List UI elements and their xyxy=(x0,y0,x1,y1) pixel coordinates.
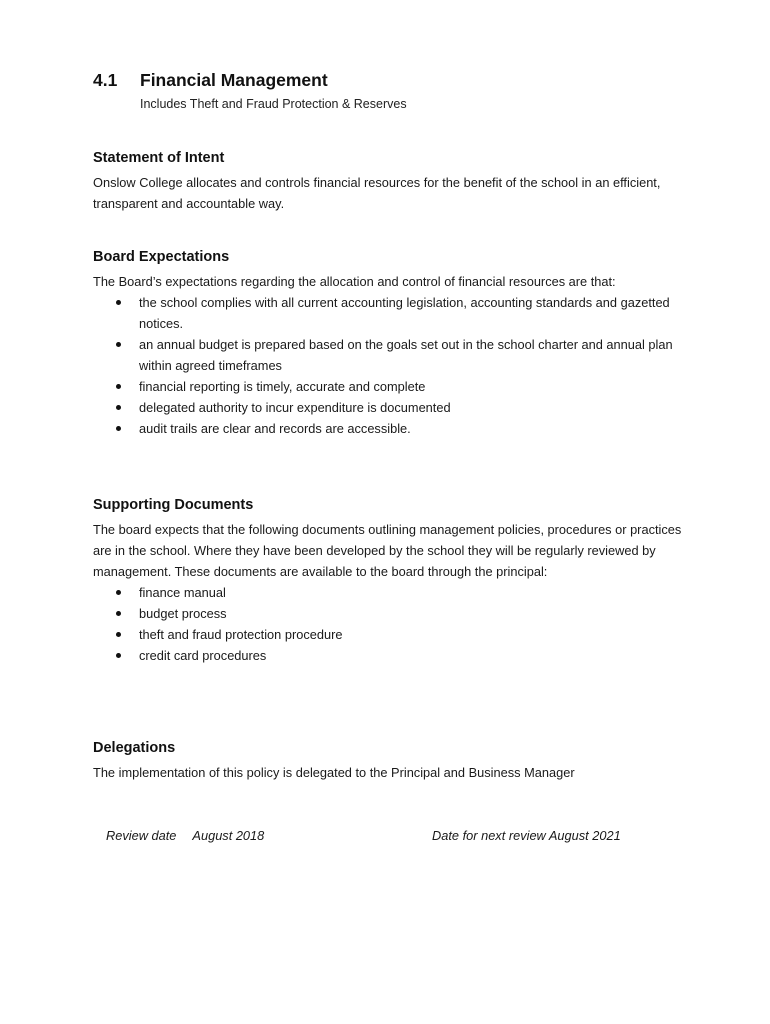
delegations-heading: Delegations xyxy=(93,740,176,756)
board-section xyxy=(93,249,693,439)
list-item: the school complies with all current accounting legislation, accounting standards and gazetted notices. xyxy=(93,292,679,334)
section-number: 4.1 xyxy=(93,70,118,90)
bullet-icon xyxy=(116,384,121,389)
review-date xyxy=(106,828,264,843)
bullet-icon xyxy=(116,611,121,616)
delegations-section xyxy=(93,740,693,783)
list-item: credit card procedures xyxy=(93,645,679,666)
bullet-icon xyxy=(116,300,121,305)
supporting-heading: Supporting Documents xyxy=(93,497,254,513)
review-date-value: August 2018 xyxy=(192,828,265,843)
list-item: audit trails are clear and records are accessible. xyxy=(93,418,679,439)
bullet-icon xyxy=(116,342,121,347)
list-item: finance manual xyxy=(93,582,679,603)
bullet-icon xyxy=(116,632,121,637)
supporting-section xyxy=(93,497,693,666)
bullet-icon xyxy=(116,426,121,431)
list-item: budget process xyxy=(93,603,679,624)
statement-heading: Statement of Intent xyxy=(93,150,225,166)
supporting-intro: The board expects that the following documents outlining management policies, procedures or practices are in the school. Where they have been developed by the school they will be regularly reviewed by management. These documents are available to the board through the principal: xyxy=(93,522,682,579)
board-intro: The Board’s expectations regarding the allocation and control of financial resources are that: xyxy=(93,274,616,289)
board-list xyxy=(93,292,693,439)
statement-section xyxy=(93,150,693,214)
supporting-list xyxy=(93,582,693,666)
statement-text: Onslow College allocates and controls financial resources for the benefit of the school in an efficient, transparent and accountable way. xyxy=(93,175,661,211)
list-item: theft and fraud protection procedure xyxy=(93,624,679,645)
board-heading: Board Expectations xyxy=(93,249,230,265)
list-item: delegated authority to incur expenditure is documented xyxy=(93,397,679,418)
bullet-icon xyxy=(116,405,121,410)
next-review-date: Date for next review August 2021 xyxy=(432,828,621,843)
list-item: financial reporting is timely, accurate and complete xyxy=(93,376,679,397)
bullet-icon xyxy=(116,590,121,595)
section-title: Financial Management xyxy=(140,70,328,90)
page-title xyxy=(93,70,328,91)
review-label: Review date xyxy=(106,828,177,843)
delegations-text: The implementation of this policy is delegated to the Principal and Business Manager xyxy=(93,765,575,780)
page-subtitle: Includes Theft and Fraud Protection & Reserves xyxy=(140,97,407,111)
list-item: an annual budget is prepared based on the goals set out in the school charter and annual plan within agreed timeframes xyxy=(93,334,679,376)
bullet-icon xyxy=(116,653,121,658)
